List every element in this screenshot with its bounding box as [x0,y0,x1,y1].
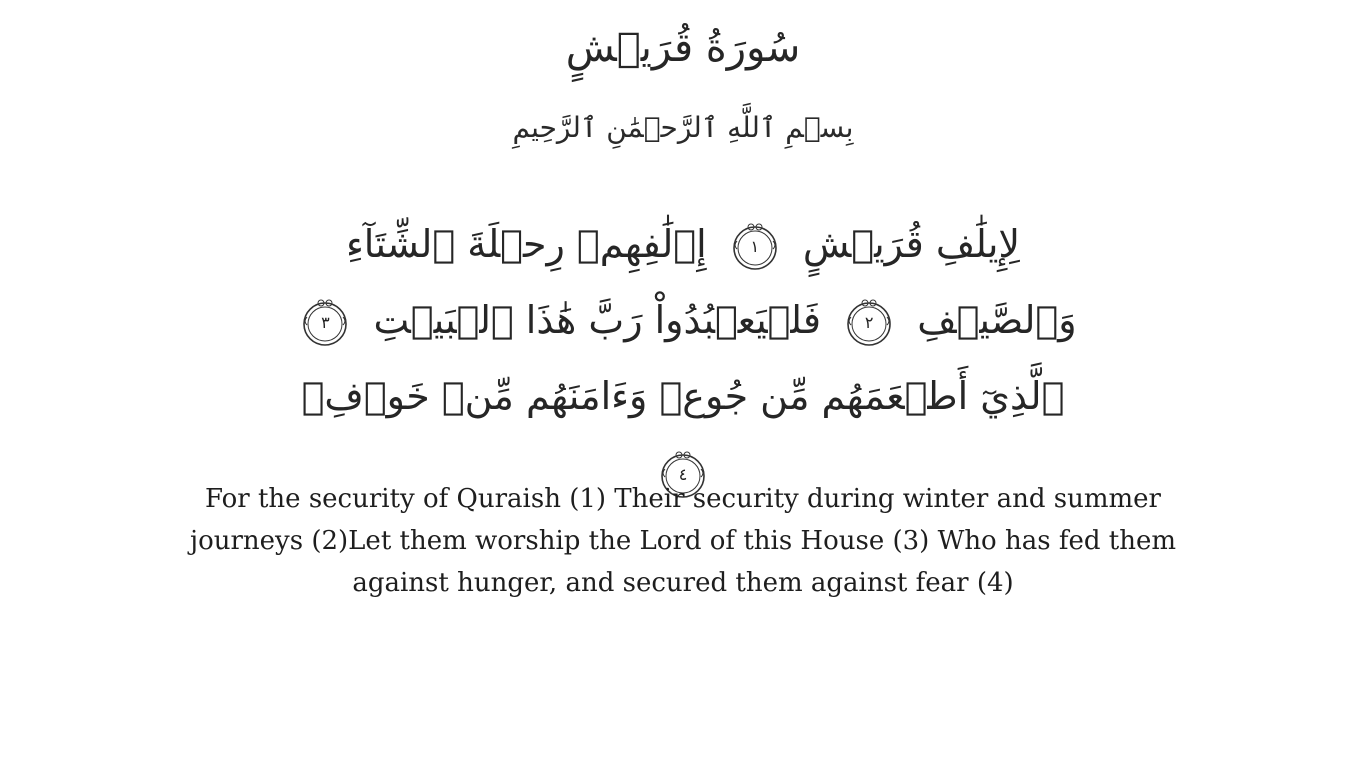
ayah-number: ٤ [678,464,688,484]
ayah-end-marker-icon [299,297,351,349]
ayah-end-marker-icon [729,221,781,273]
surah-title: سُورَةُ قُرَيۡشٍ [565,25,801,71]
ayah-number: ٢ [864,312,874,332]
ayah-3 [289,298,821,342]
english-translation: For the security of Quraish (1) Their security during winter and summer journeys (2)Let them worship the Lord of this House (3) Who has fed them against hunger, and secured them against fear (4) [190,484,1176,598]
ayah-4-text: ٱلَّذِيٓ أَطۡعَمَهُم مِّن جُوعٖ وَءَامَنَهُم مِّنۡ خَوۡفِۭ [301,374,1065,418]
ayah-4 [302,374,1065,494]
ayah-number: ٣ [321,312,330,332]
basmala: بِسۡمِ ٱللَّهِ ٱلرَّحۡمَٰنِ ٱلرَّحِيمِ [512,111,854,144]
ayah-number: ١ [750,236,760,256]
ayah-2-text: إِۦلَٰفِهِمۡ رِحۡلَةَ ٱلشِّتَآءِ وَٱلصَّيۡفِ [345,222,1077,342]
ayah-1-text: لِإِيلَٰفِ قُرَيۡشٍ [802,222,1021,266]
arabic-verses [280,206,1086,510]
ayah-1 [707,222,1020,266]
ayah-3-text: فَلۡيَعۡبُدُواْ رَبَّ هَٰذَا ٱلۡبَيۡتِ [373,298,822,342]
ayah-end-marker-icon [843,297,895,349]
